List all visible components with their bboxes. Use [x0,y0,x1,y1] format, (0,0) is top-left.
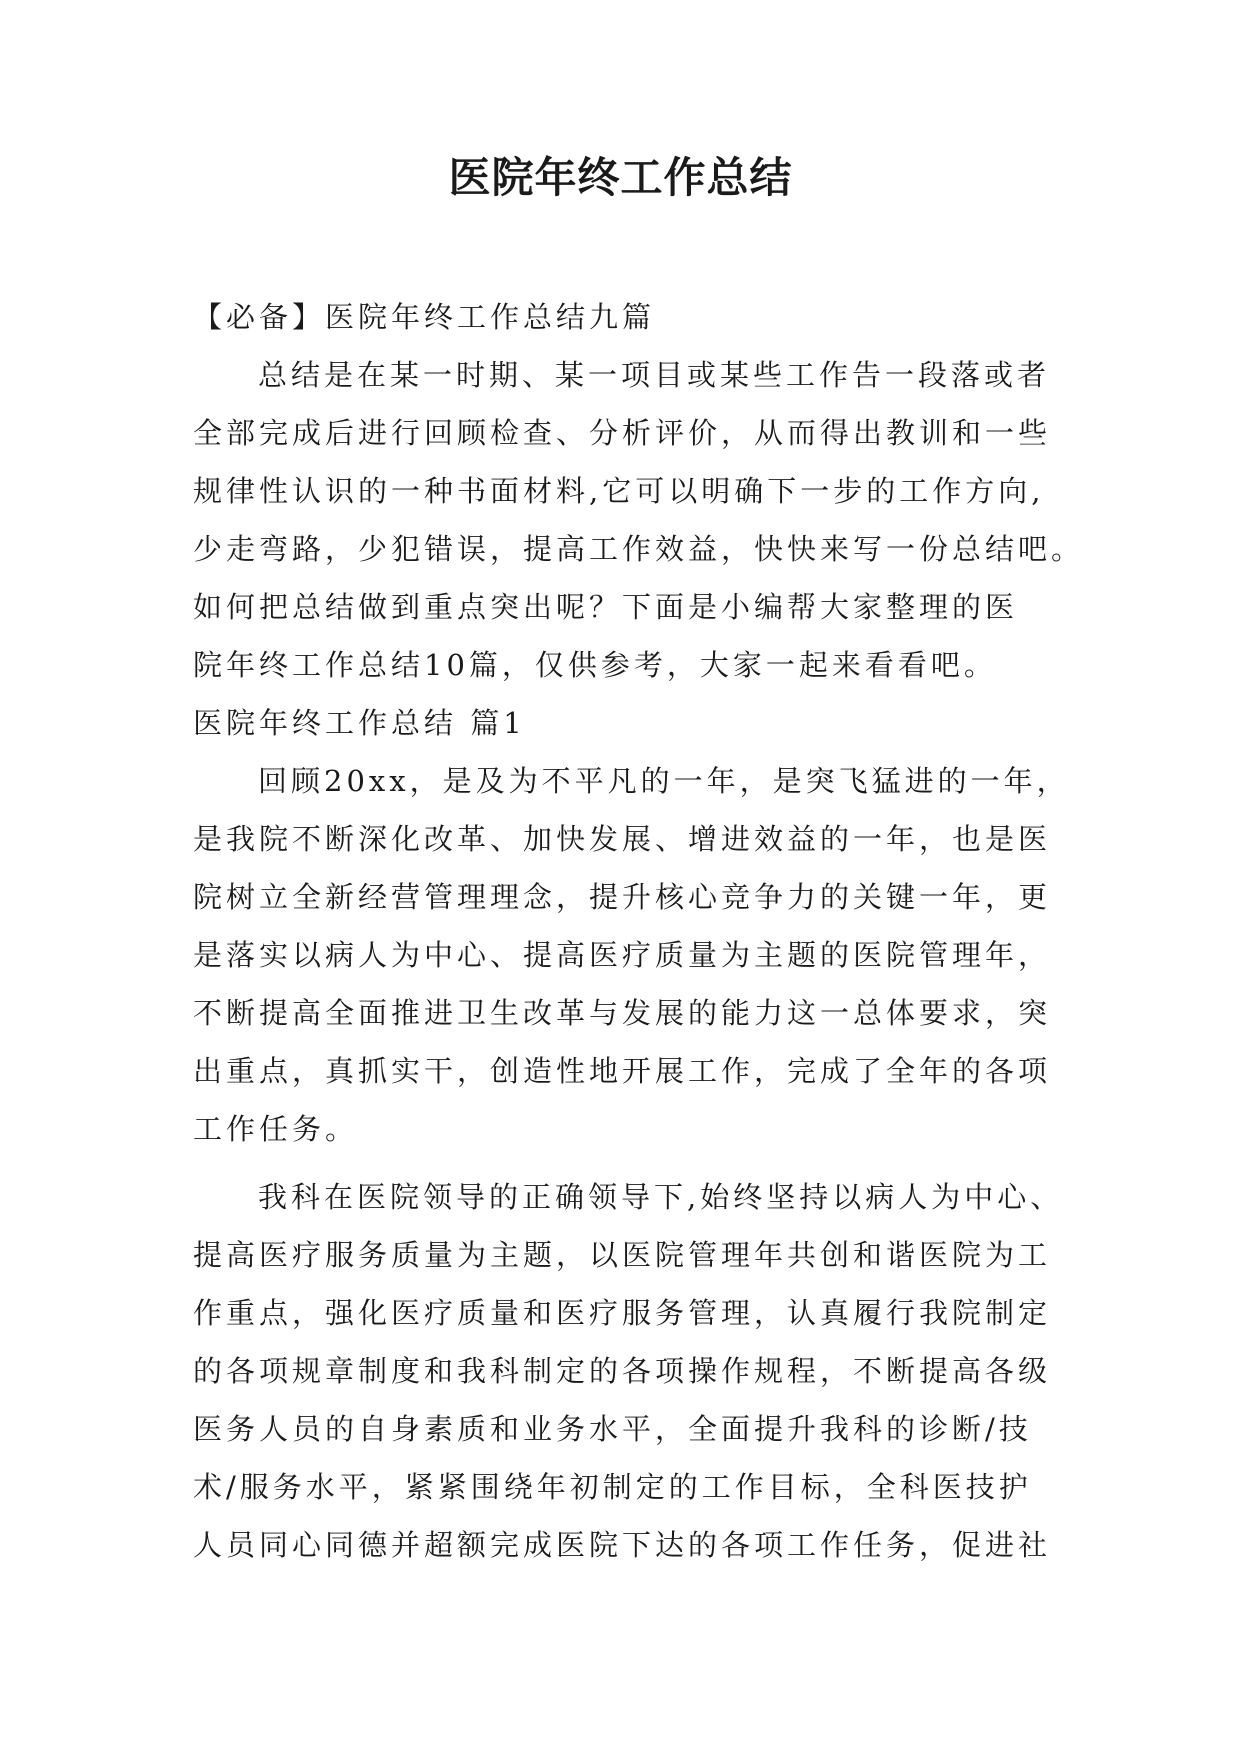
paragraph-line: 术/服务水平，紧紧围绕年初制定的工作目标，全科医技护 [193,1470,1032,1504]
document-body [193,288,1085,1574]
paragraph-line: 是落实以病人为中心、提高医疗质量为主题的医院管理年， [193,938,1052,972]
intro-line: 全部完成后进行回顾检查、分析评价，从而得出教训和一些 [193,416,1052,450]
intro-line: 总结是在某一时期、某一项目或某些工作告一段落或者 [258,358,1051,392]
section-paragraph-1 [193,752,1070,1158]
section-heading: 医院年终工作总结 篇1 [193,706,526,740]
paragraph-line: 人员同心同德并超额完成医院下达的各项工作任务，促进社 [193,1528,1052,1562]
paragraph-line: 回顾20xx，是及为不平凡的一年，是突飞猛进的一年， [258,764,1070,798]
paragraph-line: 是我院不断深化改革、加快发展、增进效益的一年，也是医 [193,822,1052,856]
section-paragraph-2 [193,1168,1063,1574]
paragraph-line: 不断提高全面推进卫生改革与发展的能力这一总体要求，突 [193,996,1052,1030]
paragraph-line: 作重点，强化医疗质量和医疗服务管理，认真履行我院制定 [193,1296,1052,1330]
intro-line: 如何把总结做到重点突出呢？下面是小编帮大家整理的医 [193,590,1019,624]
paragraph-line: 提高医疗服务质量为主题，以医院管理年共创和谐医院为工 [193,1238,1052,1272]
paragraph-line: 的各项规章制度和我科制定的各项操作规程，不断提高各级 [193,1354,1052,1388]
document-title: 医院年终工作总结 [448,153,793,202]
document-subtitle: 【必备】医院年终工作总结九篇 [193,300,656,334]
paragraph-gap [193,1158,1063,1168]
intro-paragraph [193,346,1085,694]
intro-line: 规律性认识的一种书面材料,它可以明确下一步的工作方向, [193,474,1045,508]
intro-line: 院年终工作总结10篇，仅供参考，大家一起来看看吧。 [193,648,997,682]
paragraph-line: 院树立全新经营管理理念，提升核心竞争力的关键一年，更 [193,880,1052,914]
paragraph-line: 工作任务。 [193,1112,359,1146]
paragraph-line: 我科在医院领导的正确领导下,始终坚持以病人为中心、 [258,1180,1064,1214]
paragraph-line: 医务人员的自身素质和业务水平，全面提升我科的诊断/技 [193,1412,1032,1446]
intro-line: 少走弯路，少犯错误，提高工作效益，快快来写一份总结吧。 [193,532,1085,566]
paragraph-line: 出重点，真抓实干，创造性地开展工作，完成了全年的各项 [193,1054,1052,1088]
